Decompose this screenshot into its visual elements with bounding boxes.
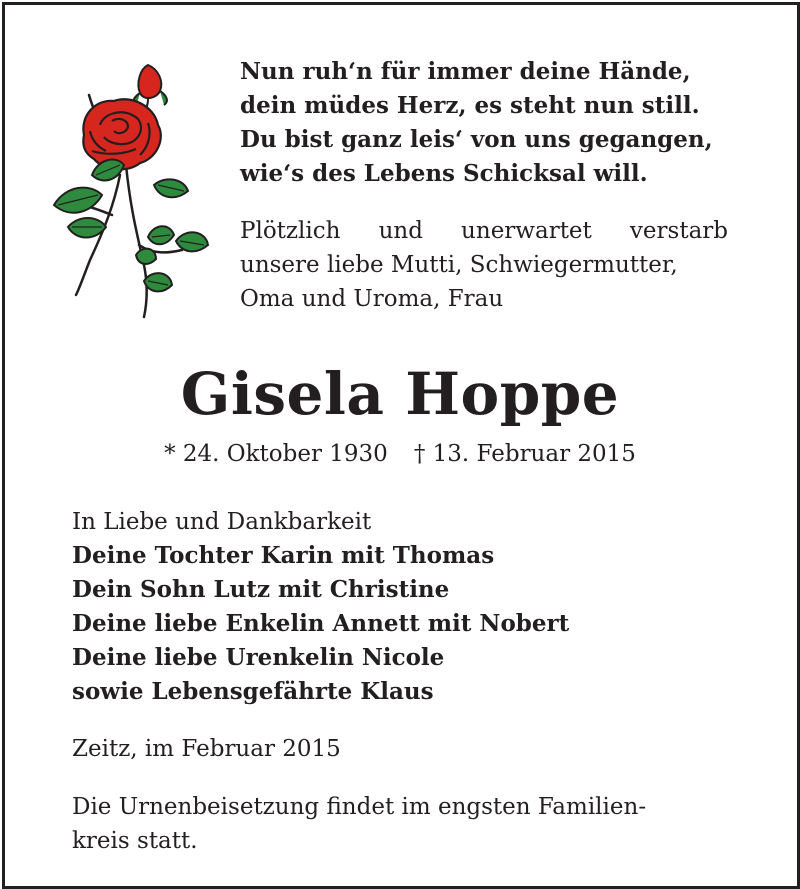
death-announcement [240, 214, 728, 316]
poem-line: Nun ruh‘n für immer deine Hände, [240, 58, 691, 85]
place-and-date: Zeitz, im Februar 2015 [72, 736, 341, 762]
poem-line: Du bist ganz leis‘ von uns gegangen, [240, 126, 713, 153]
poem-line: dein müdes Herz, es steht nun still. [240, 92, 700, 119]
announcement-line: Oma und Uroma, Frau [240, 286, 504, 312]
announcement-line: Plötzlich und unerwartet verstarb [240, 218, 728, 244]
burial-notice [72, 790, 732, 858]
life-dates [0, 437, 800, 471]
mourners-intro: In Liebe und Dankbarkeit [72, 509, 372, 535]
birth-date: * 24. Oktober 1930 [164, 441, 388, 467]
announcement-line: unsere liebe Mutti, Schwiegermutter, [240, 252, 678, 278]
mourner-line: Dein Sohn Lutz mit Christine [72, 576, 450, 603]
poem-line: wie‘s des Lebens Schicksal will. [240, 160, 648, 187]
mourners-list [72, 505, 752, 709]
poem [240, 55, 740, 191]
mourner-line: sowie Lebensgefährte Klaus [72, 678, 434, 705]
mourner-line: Deine liebe Enkelin Annett mit Nobert [72, 610, 570, 637]
mourner-line: Deine liebe Urenkelin Nicole [72, 644, 445, 671]
mourner-line: Deine Tochter Karin mit Thomas [72, 542, 495, 569]
deceased-name: Gisela Hoppe [180, 360, 620, 428]
death-date: † 13. Februar 2015 [413, 441, 636, 467]
burial-line: kreis statt. [72, 828, 198, 854]
rose-icon [44, 55, 209, 320]
burial-line: Die Urnenbeisetzung findet im engsten Familien- [72, 794, 647, 820]
